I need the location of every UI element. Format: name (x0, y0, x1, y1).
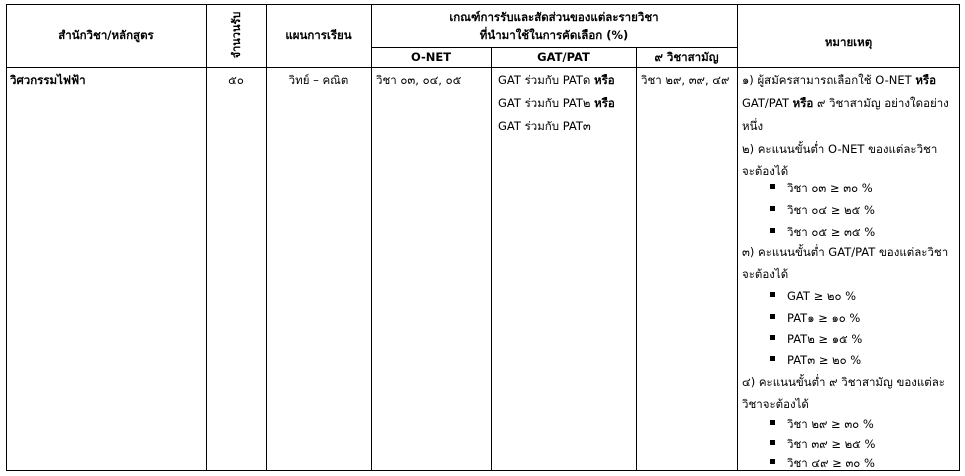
col-divider (491, 47, 492, 471)
remark-3-item: GAT ≥ ๒๐ % (770, 288, 856, 306)
header-program: สำนักวิชา/หลักสูตร (58, 28, 154, 42)
remark-4-item: วิชา ๓๙ ≥ ๒๕ % (770, 436, 875, 454)
header-bottom (6, 67, 960, 68)
bullet-icon (770, 356, 775, 361)
header-gatpat: GAT/PAT (537, 50, 590, 64)
bullet-icon (770, 184, 775, 189)
remark-4-cont: วิชาจะต้องได้ (742, 397, 809, 411)
bullet-icon (770, 420, 775, 425)
quota-value: ๕๐ (228, 73, 244, 87)
gatpat-option-text: GAT ร่วมกับ PAT๓ (498, 119, 591, 133)
remark-2: ๒) คะแนนขั้นต่ำ O-NET ของแต่ละวิชา (742, 142, 938, 156)
header-nine-subjects: ๙ วิชาสามัญ (654, 50, 719, 64)
gatpat-or: หรือ (594, 96, 615, 110)
remark-3: ๓) คะแนนขั้นต่ำ GAT/PAT ของแต่ละวิชา (742, 245, 949, 259)
header-quota: จำนวนรับ (230, 11, 243, 59)
remark-1: ๑) ผู้สมัครสามารถเลือกใช้ O-NET หรือ (742, 73, 936, 87)
gatpat-option (498, 94, 615, 112)
remark-2-cont: จะต้องได้ (742, 164, 789, 178)
remark-3-item: PAT๓ ≥ ๒๐ % (770, 352, 861, 370)
bullet-icon (770, 459, 775, 464)
remark-2-item: วิชา ๐๕ ≥ ๓๕ % (770, 224, 875, 242)
remark-4: ๔) คะแนนขั้นต่ำ ๙ วิชาสามัญ ของแต่ละ (742, 375, 945, 389)
header-onet: O-NET (410, 50, 452, 64)
remark-1-end: หนึ่ง (742, 119, 764, 133)
header-remarks: หมายเหตุ (824, 35, 873, 49)
bullet-icon (770, 440, 775, 445)
col-divider (737, 4, 738, 471)
bullet-icon (770, 314, 775, 319)
header-plan: แผนการเรียน (285, 28, 352, 42)
remark-2-item: วิชา ๐๔ ≥ ๒๕ % (770, 202, 875, 220)
remark-4-item: วิชา ๒๙ ≥ ๓๐ % (770, 416, 874, 434)
gatpat-option (498, 71, 615, 89)
nine-subjects-value: วิชา ๒๙, ๓๙, ๔๙ (641, 73, 730, 87)
header-criteria-line1: เกณฑ์การรับและสัดส่วนของแต่ละรายวิชา (449, 10, 659, 24)
remark-3-item: PAT๑ ≥ ๑๐ % (770, 310, 860, 328)
gatpat-option (498, 117, 591, 135)
bullet-icon (770, 292, 775, 297)
remark-3-item: PAT๒ ≥ ๑๕ % (770, 331, 862, 349)
col-divider (636, 47, 637, 471)
gatpat-or: หรือ (594, 73, 615, 87)
bullet-icon (770, 335, 775, 340)
header-criteria-line2: ที่นำมาใช้ในการคัดเลือก (%) (479, 28, 629, 42)
gatpat-option-text: GAT ร่วมกับ PATด (498, 73, 591, 87)
onet-value: วิชา ๐๓, ๐๔, ๐๕ (376, 73, 462, 87)
remark-2-item: วิชา ๐๓ ≥ ๓๐ % (770, 180, 873, 198)
plan-value: วิทย์ – คณิต (288, 73, 349, 87)
program-name: วิศวกรรมไฟฟ้า (10, 73, 86, 87)
bullet-icon (770, 228, 775, 233)
remark-1-cont: GAT/PAT หรือ ๙ วิชาสามัญ อย่างใดอย่าง (742, 96, 949, 110)
remark-3-cont: จะต้องได้ (742, 267, 789, 281)
gatpat-option-text: GAT ร่วมกับ PAT๒ (498, 96, 591, 110)
remark-4-item: วิชา ๔๙ ≥ ๓๐ % (770, 455, 875, 473)
bullet-icon (770, 206, 775, 211)
col-divider (371, 4, 372, 471)
